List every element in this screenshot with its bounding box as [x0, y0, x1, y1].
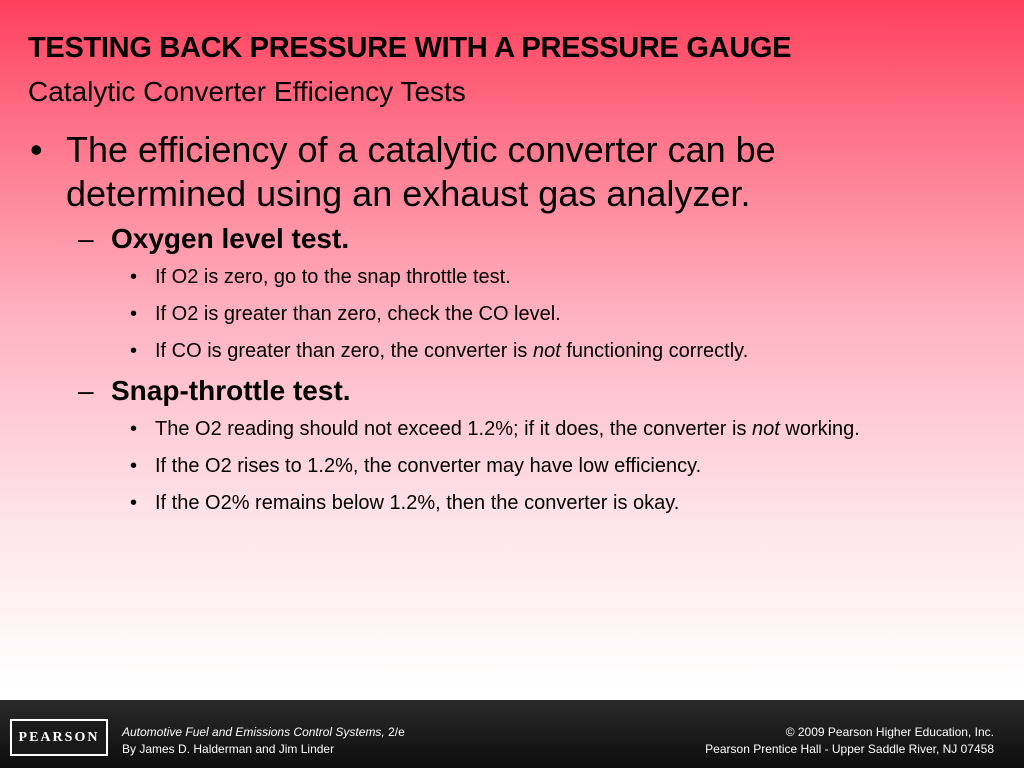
oxygen-test-heading-text: Oxygen level test.: [111, 223, 350, 254]
sub-bullet-marker: •: [130, 455, 138, 477]
book-title-line: [122, 724, 405, 741]
slide-title: TESTING BACK PRESSURE WITH A PRESSURE GAUGE: [28, 32, 792, 64]
main-bullet: [0, 128, 926, 216]
snap-item: [0, 488, 975, 518]
book-authors: By James D. Halderman and Jim Linder: [122, 742, 335, 756]
slide-content: [0, 128, 1024, 518]
book-title: Automotive Fuel and Emissions Control Systems,: [122, 725, 385, 739]
snap-item: [0, 414, 975, 444]
snap-item-text-after: working.: [779, 418, 860, 440]
sub-bullet-marker: •: [130, 492, 138, 514]
dash-marker: –: [78, 223, 94, 254]
main-bullet-text: The efficiency of a catalytic converter can be determined using an exhaust gas analyzer.: [66, 129, 776, 214]
snap-item-text: If the O2 rises to 1.2%, the converter may have low efficiency.: [155, 455, 702, 477]
snap-item-text-before: The O2 reading should not exceed 1.2%; if it does, the converter is: [155, 418, 753, 440]
book-edition: 2/e: [384, 725, 405, 739]
oxygen-item: [0, 299, 975, 329]
copyright-text: © 2009 Pearson Higher Education, Inc.: [785, 725, 994, 739]
sub-bullet-marker: •: [130, 418, 138, 440]
snap-test-heading-text: Snap-throttle test.: [111, 375, 351, 406]
oxygen-item: [0, 262, 975, 292]
oxygen-item-text: If O2 is greater than zero, check the CO level.: [155, 303, 561, 325]
oxygen-item: [0, 336, 975, 366]
oxygen-item-text: If O2 is zero, go to the snap throttle test.: [155, 266, 511, 288]
dash-marker: –: [78, 375, 94, 406]
sub-bullet-marker: •: [130, 266, 138, 288]
emphasis-not: not: [532, 340, 561, 362]
sub-bullet-marker: •: [130, 340, 138, 362]
slide-subtitle: Catalytic Converter Efficiency Tests: [28, 76, 466, 107]
snap-item: [0, 451, 975, 481]
oxygen-item-text-before: If CO is greater than zero, the converter is: [155, 340, 533, 362]
publisher-info: [705, 724, 994, 758]
pearson-logo: PEARSON: [10, 719, 108, 756]
publisher-text: Pearson Prentice Hall - Upper Saddle River, NJ 07458: [705, 742, 994, 756]
oxygen-item-text-after: functioning correctly.: [560, 340, 749, 362]
snap-test-heading: [0, 374, 1024, 408]
sub-bullet-marker: •: [130, 303, 138, 325]
oxygen-test-heading: [0, 222, 1024, 256]
emphasis-not: not: [752, 418, 780, 440]
book-info: [122, 724, 405, 758]
snap-item-text: If the O2% remains below 1.2%, then the converter is okay.: [155, 492, 680, 514]
footer-bar: [0, 700, 1024, 768]
bullet-marker: •: [30, 129, 43, 170]
